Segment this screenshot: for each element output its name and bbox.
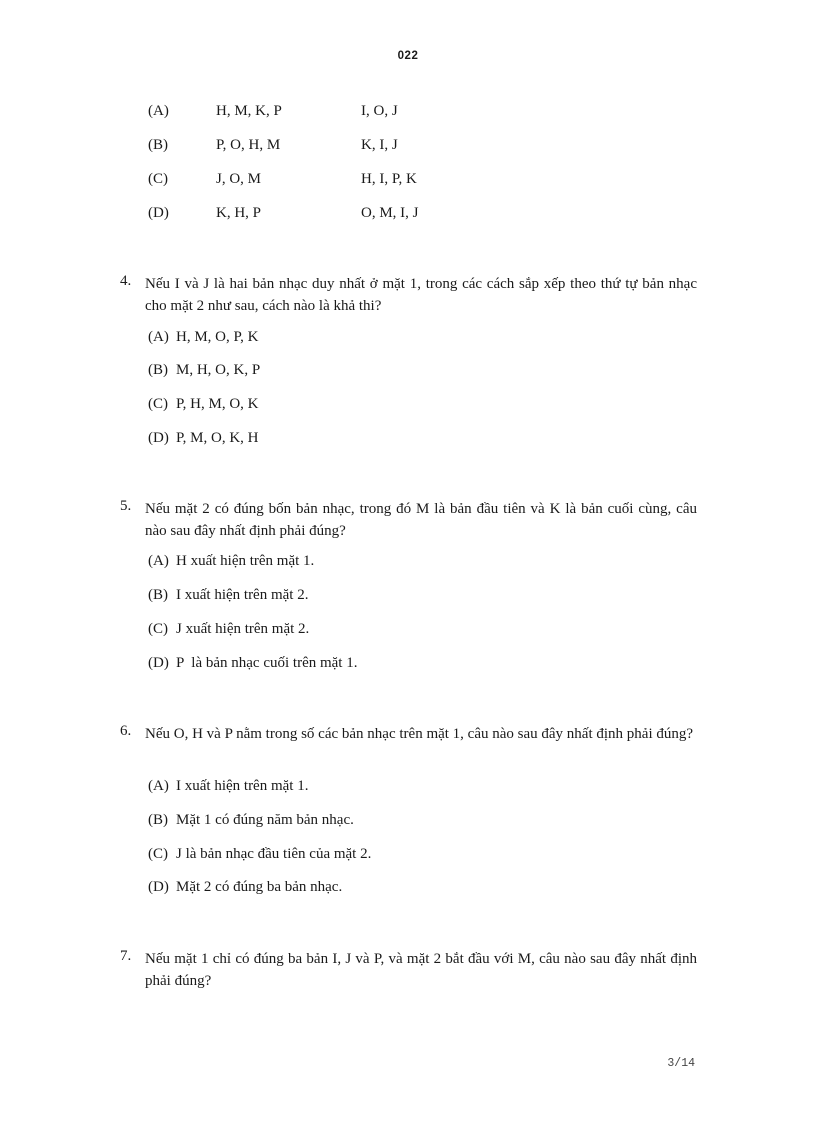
option-text: H, M, O, P, K bbox=[176, 329, 259, 345]
option-label: (B) bbox=[148, 812, 168, 828]
side1-tracks: P, O, H, M bbox=[216, 137, 281, 153]
question-text: Nếu mặt 2 có đúng bốn bản nhạc, trong đó M là bản đầu tiên và K là bản cuối cùng, câu nào sau đây nhất định phải đúng? bbox=[145, 501, 697, 539]
side2-tracks: I, O, J bbox=[361, 103, 398, 119]
side1-tracks: J, O, M bbox=[216, 171, 262, 187]
question-number: 6. bbox=[120, 723, 132, 739]
option-label: (A) bbox=[148, 329, 169, 345]
option-text: P, H, M, O, K bbox=[176, 396, 259, 412]
option-label: (D) bbox=[148, 205, 169, 221]
option-item bbox=[148, 430, 259, 447]
side2-tracks: O, M, I, J bbox=[361, 205, 419, 221]
side2-tracks: H, I, P, K bbox=[361, 171, 417, 187]
question-number: 7. bbox=[120, 948, 132, 964]
option-item bbox=[148, 655, 357, 672]
answer-table-row bbox=[0, 137, 816, 157]
option-label: (A) bbox=[148, 778, 169, 794]
option-item bbox=[148, 778, 308, 795]
side1-tracks: H, M, K, P bbox=[216, 103, 282, 119]
option-label: (A) bbox=[148, 553, 169, 569]
answer-table-row bbox=[0, 171, 816, 191]
option-text: H xuất hiện trên mặt 1. bbox=[176, 553, 315, 569]
option-text: Mặt 2 có đúng ba bản nhạc. bbox=[176, 879, 343, 895]
question-number: 4. bbox=[120, 273, 132, 289]
question-text: Nếu O, H và P nằm trong số các bản nhạc trên mặt 1, câu nào sau đây nhất định phải đúng? bbox=[145, 726, 694, 742]
answer-table-row bbox=[0, 103, 816, 123]
question-text: Nếu mặt 1 chỉ có đúng ba bản I, J và P, và mặt 2 bắt đầu với M, câu nào sau đây nhất định phải đúng? bbox=[145, 951, 697, 989]
option-label: (B) bbox=[148, 587, 168, 603]
option-label: (C) bbox=[148, 621, 168, 637]
document-code: 022 bbox=[397, 50, 419, 62]
option-item bbox=[148, 879, 342, 896]
option-text: P là bản nhạc cuối trên mặt 1. bbox=[176, 655, 358, 671]
option-label: (D) bbox=[148, 655, 169, 671]
answer-table-row bbox=[0, 205, 816, 225]
question-text: Nếu I và J là hai bản nhạc duy nhất ở mặt 1, trong các cách sắp xếp theo thứ tự bản nhạc cho mặt 2 như sau, cách nào là khả thi? bbox=[145, 276, 697, 314]
option-text: P, M, O, K, H bbox=[176, 430, 259, 446]
option-label: (D) bbox=[148, 430, 169, 446]
option-item bbox=[148, 587, 308, 604]
option-label: (A) bbox=[148, 103, 169, 119]
option-text: I xuất hiện trên mặt 2. bbox=[176, 587, 309, 603]
option-item bbox=[148, 362, 260, 379]
side2-tracks: K, I, J bbox=[361, 137, 398, 153]
option-item bbox=[148, 396, 259, 413]
page-number: 3/14 bbox=[667, 1057, 695, 1070]
side1-tracks: K, H, P bbox=[216, 205, 262, 221]
option-item bbox=[148, 846, 371, 863]
option-item bbox=[148, 329, 259, 346]
option-label: (C) bbox=[148, 846, 168, 862]
option-label: (C) bbox=[148, 171, 168, 187]
option-label: (B) bbox=[148, 137, 168, 153]
option-item bbox=[148, 621, 309, 638]
option-text: M, H, O, K, P bbox=[176, 362, 261, 378]
option-label: (B) bbox=[148, 362, 168, 378]
option-label: (D) bbox=[148, 879, 169, 895]
option-text: I xuất hiện trên mặt 1. bbox=[176, 778, 309, 794]
option-label: (C) bbox=[148, 396, 168, 412]
option-text: J là bản nhạc đầu tiên của mặt 2. bbox=[176, 846, 372, 862]
option-item bbox=[148, 553, 314, 570]
option-text: Mặt 1 có đúng năm bản nhạc. bbox=[176, 812, 354, 828]
question-number: 5. bbox=[120, 498, 132, 514]
option-text: J xuất hiện trên mặt 2. bbox=[176, 621, 310, 637]
option-item bbox=[148, 812, 354, 829]
